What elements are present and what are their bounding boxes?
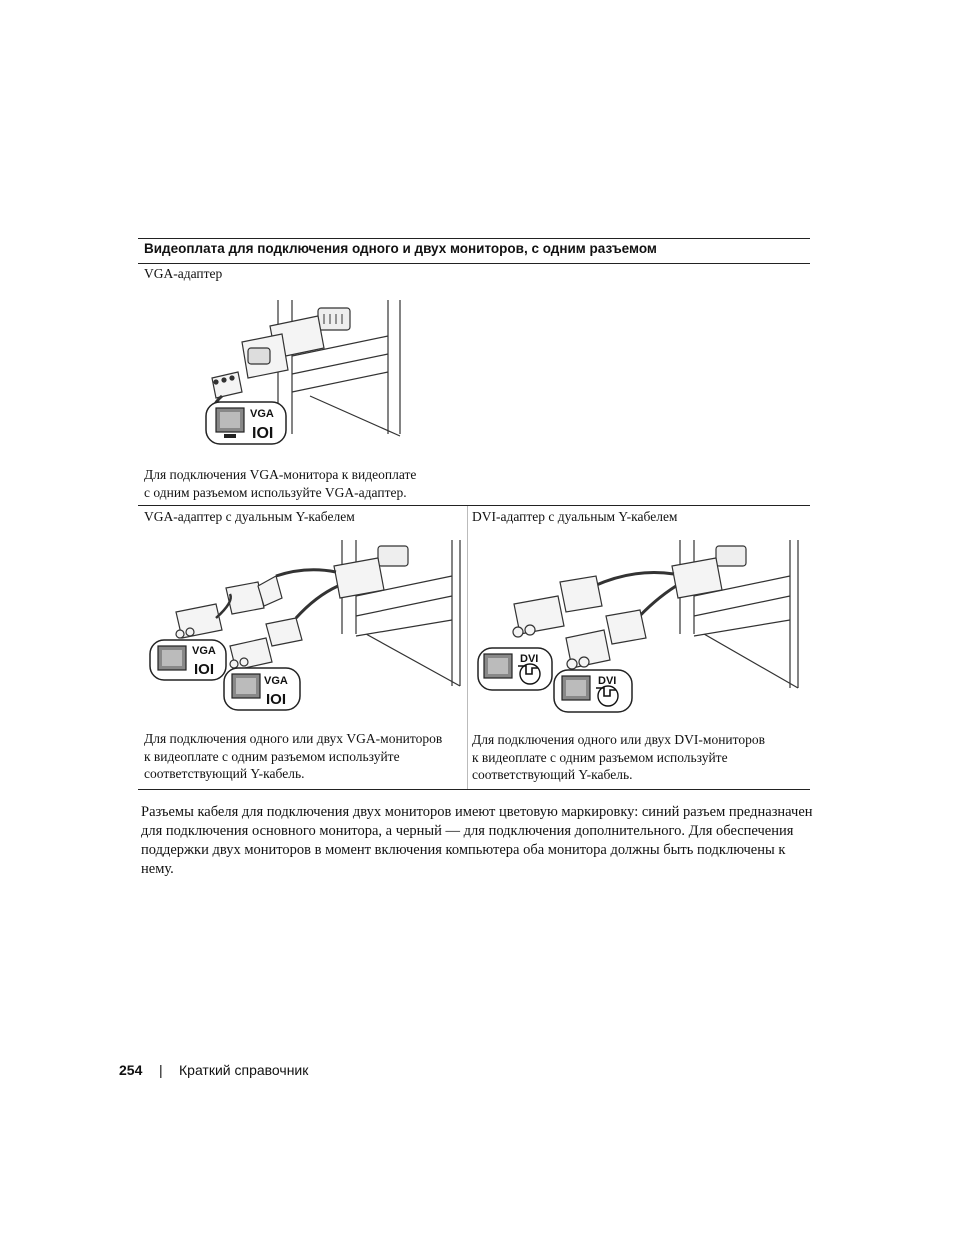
footer-title: Краткий справочник	[179, 1062, 309, 1078]
column-separator	[467, 506, 468, 789]
table-heading: Видеоплата для подключения одного и двух мониторов, с одним разъемом	[144, 241, 657, 256]
table-row-rule	[138, 505, 810, 506]
dvi-y-cable-illustration	[474, 536, 800, 716]
vga-adapter-label: VGA-адаптер	[144, 266, 223, 281]
vga-monitor-icon	[206, 402, 286, 444]
vga-y-cable-illustration	[146, 536, 462, 714]
footer-separator: |	[159, 1062, 163, 1078]
vga-monitor-icon	[224, 668, 300, 710]
dvi-monitor-icon	[478, 648, 552, 690]
svg-text:IOI: IOI	[266, 691, 287, 708]
vga-y-cable-label: VGA-адаптер с дуальным Y-кабелем	[144, 509, 355, 524]
dvi-monitor-icon	[554, 670, 632, 712]
svg-text:VGA: VGA	[192, 645, 216, 657]
svg-text:VGA: VGA	[264, 675, 288, 687]
vga-y-cable-caption: Для подключения одного или двух VGA-мониторов к видеоплате с одним разъемом используйте соответствующий Y-кабель.	[144, 731, 443, 781]
body-paragraph: Разъемы кабеля для подключения двух мониторов имеют цветовую маркировку: синий разъем предназначен для подключения основного монитора, а черный — для подключения дополнительного. Для обеспечения поддержки двух мониторов в момент включения компьютера оба монитора должны быть подключены к нему.	[141, 804, 813, 877]
page-number: 254	[119, 1062, 143, 1078]
svg-text:DVI: DVI	[520, 653, 539, 665]
svg-text:DVI: DVI	[598, 675, 617, 687]
table-header-rule	[138, 263, 810, 264]
vga-monitor-icon	[150, 640, 226, 680]
svg-text:VGA: VGA	[250, 408, 274, 420]
vga-adapter-caption: Для подключения VGA-монитора к видеоплате с одним разъемом используйте VGA-адаптер.	[144, 467, 417, 500]
svg-text:IOI: IOI	[194, 661, 215, 678]
dvi-y-cable-caption: Для подключения одного или двух DVI-мониторов к видеоплате с одним разъемом используйте соответствующий Y-кабель.	[472, 732, 765, 782]
vga-adapter-illustration	[200, 296, 410, 448]
dvi-y-cable-label: DVI-адаптер с дуальным Y-кабелем	[472, 509, 678, 524]
table-bottom-rule	[138, 789, 810, 790]
table-top-rule	[138, 238, 810, 239]
svg-text:IOI: IOI	[252, 425, 274, 442]
